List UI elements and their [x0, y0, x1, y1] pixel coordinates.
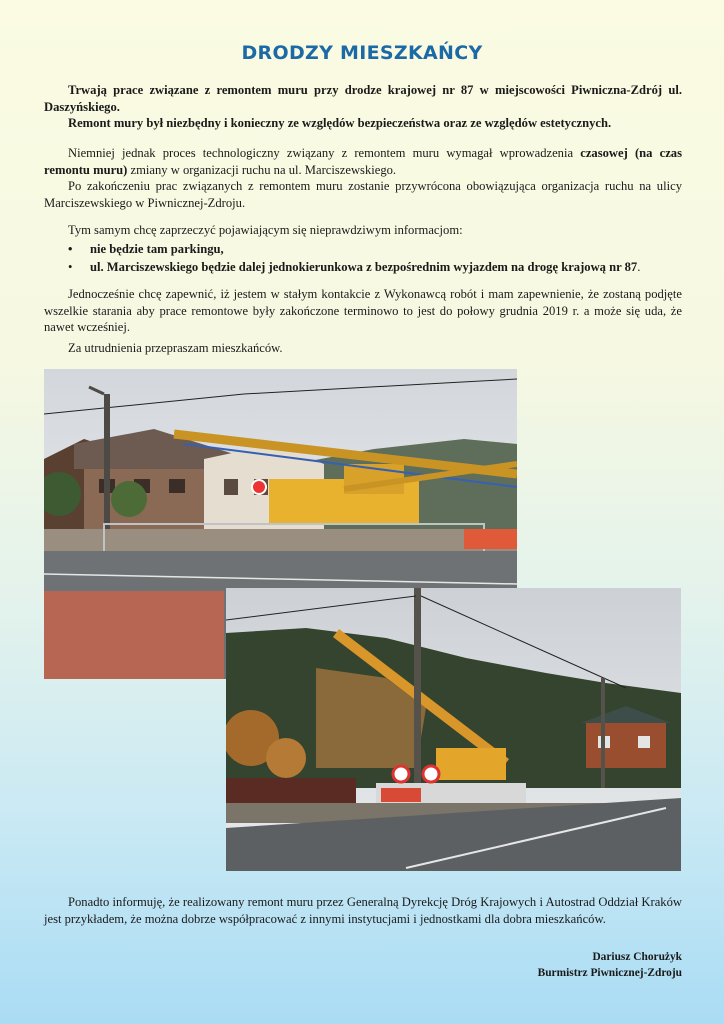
paragraph-cooperation: Ponadto informuję, że realizowany remont muru przez Generalną Dyrekcję Dróg Krajowych i Autostrad Oddział Kraków jest przykładem, że można dobrze współpracować z innymi instytucjami i jednostkami dla dobra mieszkańców.	[44, 895, 682, 926]
paragraph-traffic-text-end: zmiany w organizacji ruchu na ul. Marciszewskiego.	[127, 162, 397, 177]
paragraph-denial: Tym samym chcę zaprzeczyć pojawiającym się nieprawdziwym informacjom:	[68, 223, 463, 237]
paragraph-traffic-text: Niemniej jednak proces technologiczny związany z remontem muru wymagał wprowadzenia	[68, 146, 581, 160]
paragraph-traffic-change	[44, 145, 682, 178]
traffic-block	[44, 145, 682, 211]
paragraph-traffic-bold: czasowej (na czas remontu muru)	[44, 146, 682, 177]
paragraph-restore: Po zakończeniu prac związanych z remontem muru zostanie przywrócona obowiązująca organizacja ruchu na ulicy Marciszewskiego w Piwnicznej-Zdroju.	[44, 179, 682, 210]
paragraph-assurance: Jednocześnie chcę zapewnić, iż jestem w stałym kontakcie z Wykonawcą robót i mam zapewnienie, że zostaną podjęte wszelkie starania aby prace remontowe były zakończone terminowo to jest do połowy grudnia 2019 r. a może się uda, że nawet wcześniej.	[44, 287, 682, 334]
paragraph-apology: Za utrudnienia przepraszam mieszkańców.	[68, 340, 283, 355]
assurance-block	[44, 286, 682, 356]
intro-block	[44, 82, 682, 132]
denial-list	[44, 240, 682, 276]
list-item: • nie będzie tam parkingu,	[44, 240, 682, 258]
list-item	[44, 258, 682, 276]
paragraph-reason: Remont mury był niezbędny i konieczny ze względów bezpieczeństwa oraz ze względów estetycznych.	[68, 116, 612, 130]
construction-photo-2	[226, 588, 681, 871]
closing-block	[44, 894, 682, 927]
signature	[382, 950, 682, 981]
list-item-period: .	[637, 260, 641, 274]
road-sign-icon	[252, 480, 266, 494]
signature-role: Burmistrz Piwnicznej-Zdroju	[537, 966, 682, 979]
denial-block	[44, 222, 682, 239]
signature-name: Dariusz Chorużyk	[592, 951, 682, 963]
road-sign-icon	[393, 766, 409, 782]
street-lamp-icon	[601, 678, 605, 788]
street-lamp-icon	[104, 394, 110, 544]
photo-2-image	[226, 588, 681, 871]
list-item-text: ul. Marciszewskiego będzie dalej jednokierunkowa z bezpośrednim wyjazdem na drogę krajową nr 87	[90, 260, 638, 274]
page-title: DRODZY MIESZKAŃCY	[241, 42, 483, 64]
paragraph-intro: Trwają prace związane z remontem muru przy drodze krajowej nr 87 w miejscowości Piwniczna-Zdrój ul. Daszyńskiego.	[44, 83, 682, 114]
